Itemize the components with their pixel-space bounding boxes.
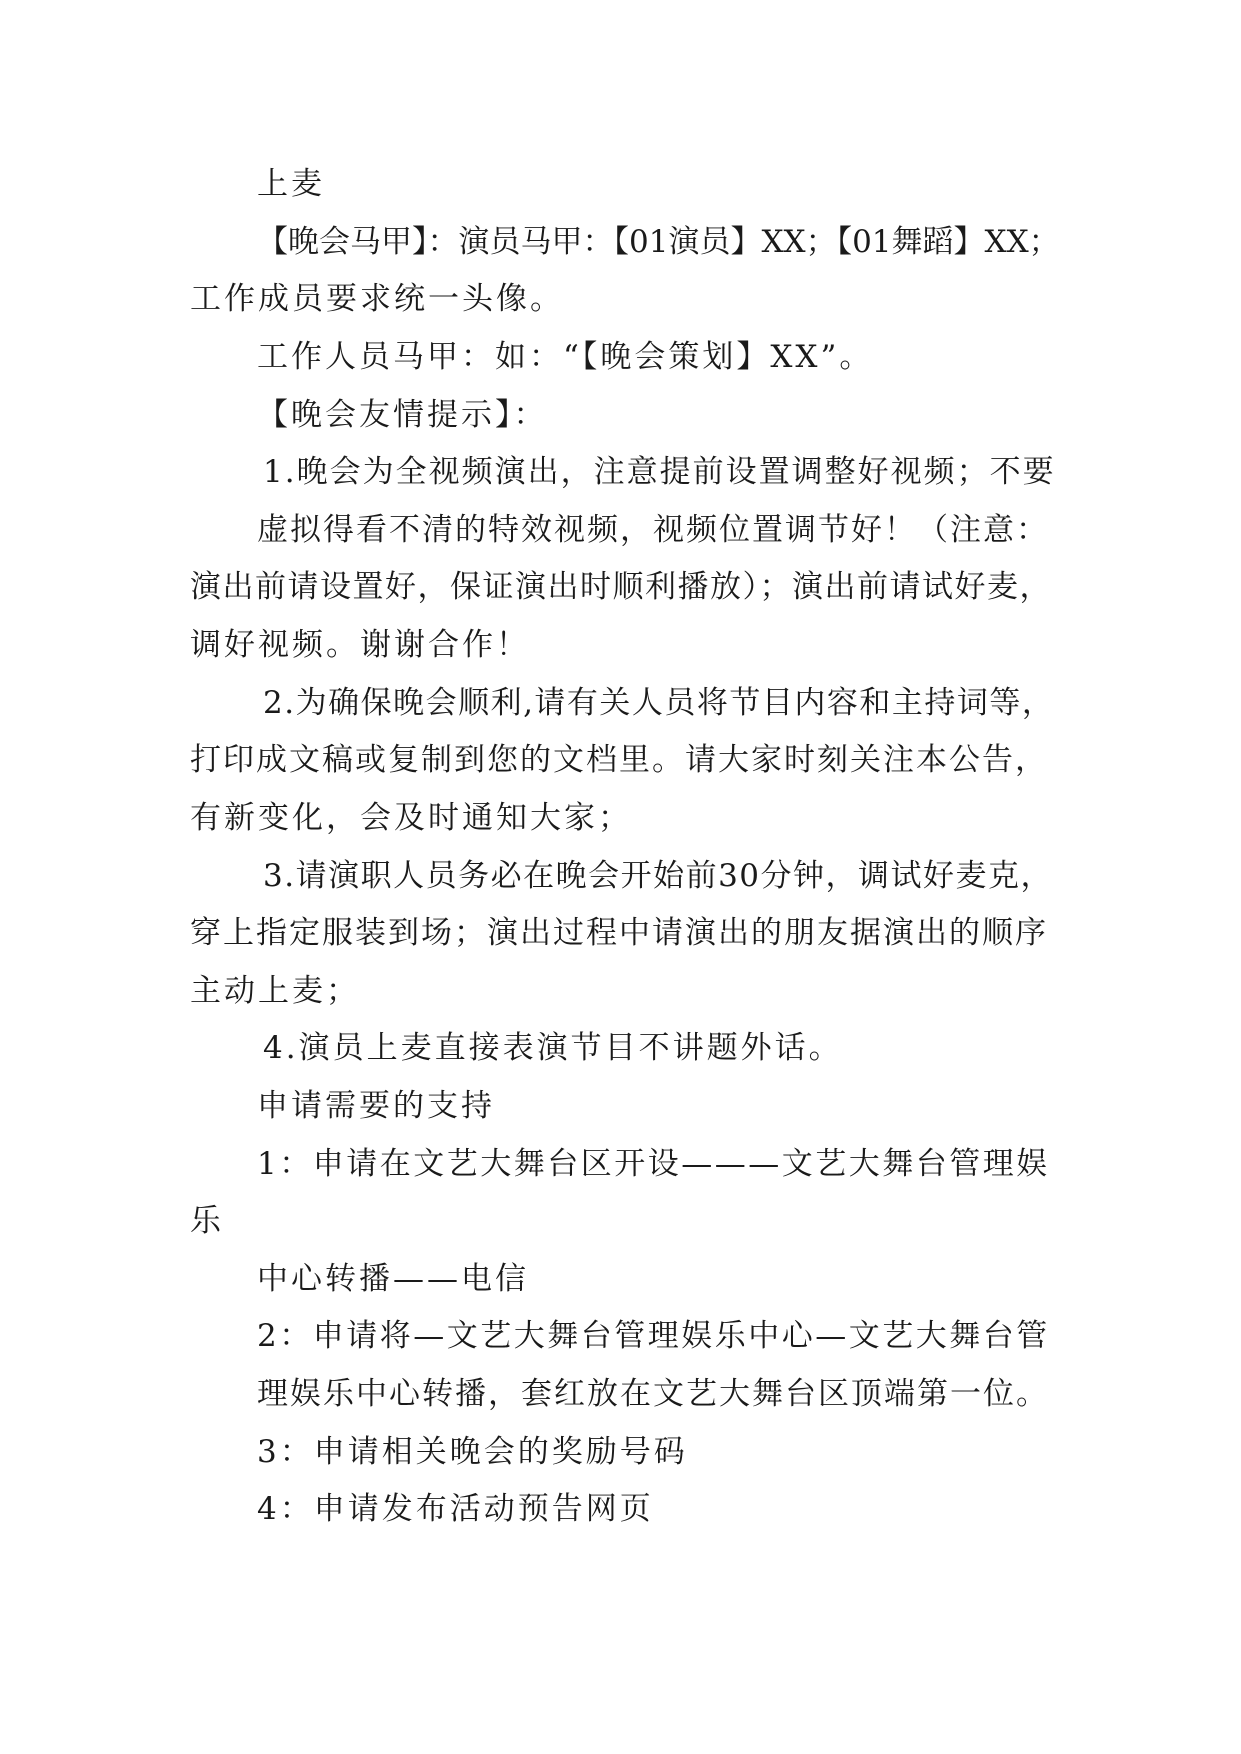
text-line-7: 虚拟得看不清的特效视频，视频位置调节好！（注意： <box>257 512 1049 548</box>
text-line-8: 演出前请设置好，保证演出时顺利播放）；演出前请试好麦， <box>190 569 1052 605</box>
text-line-3: 工作成员要求统一头像。 <box>190 281 564 317</box>
text-line-24: 4：申请发布活动预告网页 <box>257 1491 654 1527</box>
text-line-16: 4.演员上麦直接表演节目不讲题外话。 <box>263 1030 843 1066</box>
text-line-21: 2：申请将—文艺大舞台管理娱乐中心—文艺大舞台管 <box>257 1318 1050 1354</box>
text-line-13: 3.请演职人员务必在晚会开始前30分钟，调试好麦克， <box>263 858 1054 894</box>
text-line-5: 【晚会友情提示】： <box>257 397 548 433</box>
text-line-14: 穿上指定服装到场；演出过程中请演出的朋友据演出的顺序 <box>190 915 1048 951</box>
text-line-4: 工作人员马甲：如：“【晚会策划】XX”。 <box>257 339 874 375</box>
text-line-12: 有新变化，会及时通知大家； <box>190 800 632 836</box>
text-line-2: 【晚会马甲】：演员马甲：【01演员】XX；【01舞蹈】XX； <box>257 224 1060 260</box>
text-line-18: 1：申请在文艺大舞台区开设———文艺大舞台管理娱 <box>257 1146 1050 1182</box>
text-line-10: 2.为确保晚会顺利,请有关人员将节目内容和主持词等， <box>263 685 1055 721</box>
text-line-22: 理娱乐中心转播，套红放在文艺大舞台区顶端第一位。 <box>257 1376 1049 1412</box>
text-line-15: 主动上麦； <box>190 973 360 1009</box>
text-line-1: 上麦 <box>257 166 325 202</box>
text-line-23: 3：申请相关晚会的奖励号码 <box>257 1434 688 1470</box>
text-line-20: 中心转播——电信 <box>257 1261 529 1297</box>
text-line-19: 乐 <box>190 1203 224 1239</box>
text-line-11: 打印成文稿或复制到您的文档里。请大家时刻关注本公告， <box>190 742 1048 778</box>
text-line-9: 调好视频。谢谢合作！ <box>190 627 530 663</box>
text-line-17: 申请需要的支持 <box>257 1088 495 1124</box>
text-line-6: 1.晚会为全视频演出，注意提前设置调整好视频；不要 <box>263 454 1056 490</box>
